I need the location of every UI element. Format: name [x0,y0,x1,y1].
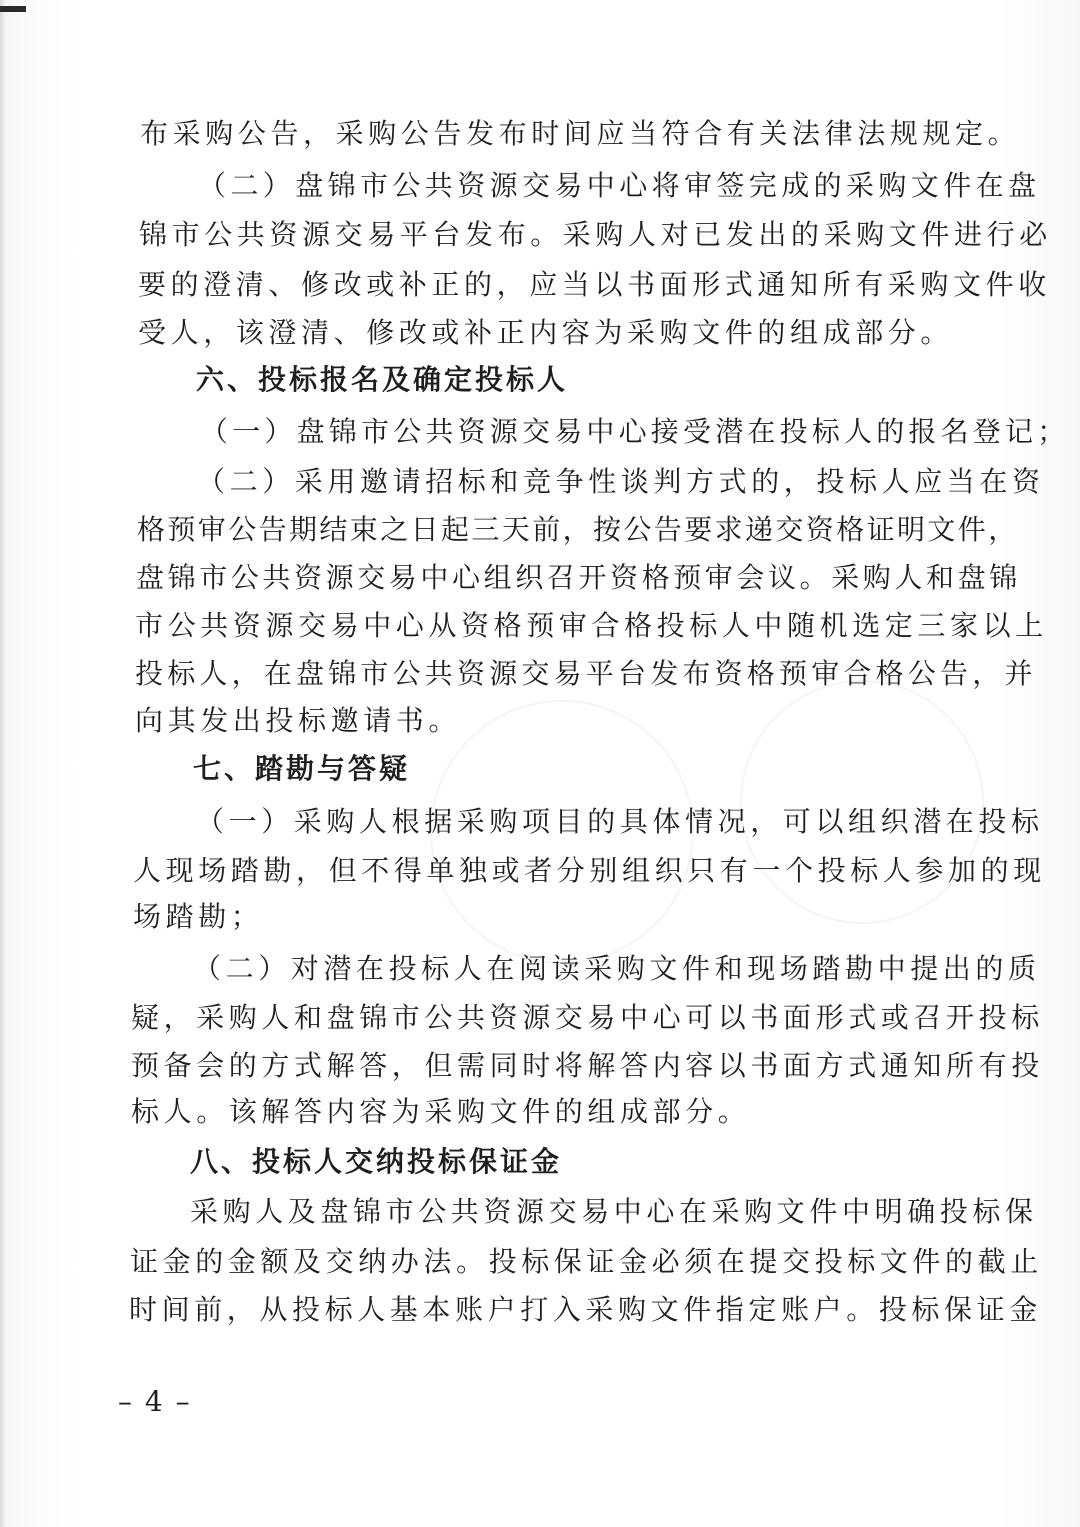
body-line: 疑，采购人和盘锦市公共资源交易中心可以书面形式或召开投标 [131,1001,1044,1034]
body-line: （二）采用邀请招标和竞争性谈判方式的，投标人应当在资 [197,465,1045,498]
body-line: 布采购公告，采购公告发布时间应当符合有关法律法规规定。 [140,117,1021,150]
body-line: 格预审公告期结束之日起三天前，按公告要求递交资格证明文件， [137,513,1019,546]
body-line: 受人，该澄清、修改或补正内容为采购文件的组成部分。 [138,316,954,349]
body-line: （一）盘锦市公共资源交易中心接受潜在投标人的报名登记； [200,415,1070,448]
body-line: 锦市公共资源交易平台发布。采购人对已发出的采购文件进行必 [139,218,1052,251]
body-line: 采购人及盘锦市公共资源交易中心在采购文件中明确投标保 [190,1195,1038,1228]
section-heading: 六、投标报名及确定投标人 [196,363,569,396]
body-line: 投标人，在盘锦市公共资源交易平台发布资格预审合格公告，并 [135,657,1037,690]
body-line: 标人。该解答内容为采购文件的组成部分。 [131,1095,751,1128]
body-line: （二）对潜在投标人在阅读采购文件和现场踏勘中提出的质 [193,952,1041,985]
section-heading: 七、踏勘与答疑 [193,752,411,785]
body-line: 要的澄清、修改或补正的，应当以书面形式通知所有采购文件收 [138,268,1051,301]
body-line: 场踏勘； [133,900,264,933]
body-line: 向其发出投标邀请书。 [135,704,462,737]
body-line: 证金的金额及交纳办法。投标保证金必须在提交投标文件的截止 [130,1245,1043,1278]
body-line: （二）盘锦市公共资源交易中心将审签完成的采购文件在盘 [198,169,1041,202]
scan-mark [0,6,26,12]
body-line: 预备会的方式解答，但需同时将解答内容以书面方式通知所有投 [131,1049,1044,1082]
page-number: – 4 – [118,1385,192,1418]
body-line: 盘锦市公共资源交易中心组织召开资格预审会议。采购人和盘锦 [136,561,1021,594]
body-line: 市公共资源交易中心从资格预审合格投标人中随机选定三家以上 [135,609,1048,642]
scan-gutter-shadow [0,0,6,1527]
body-line: 时间前，从投标人基本账户打入采购文件指定账户。投标保证金 [129,1293,1042,1326]
body-line: （一）采购人根据采购项目的具体情况，可以组织潜在投标 [196,805,1044,838]
section-heading: 八、投标人交纳投标保证金 [190,1145,563,1178]
body-line: 人现场踏勘，但不得单独或者分别组织只有一个投标人参加的现 [133,854,1046,887]
